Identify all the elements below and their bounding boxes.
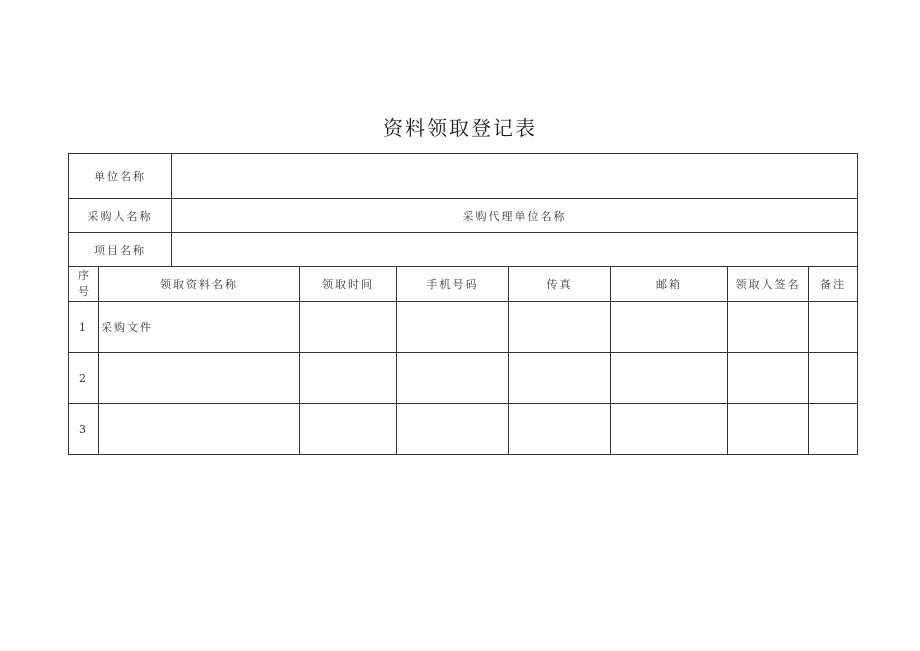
table-row — [69, 302, 858, 353]
row-seq: 3 — [69, 404, 99, 455]
row-phone[interactable] — [397, 302, 509, 353]
unit-name-label: 单位名称 — [69, 154, 172, 199]
row-email[interactable] — [611, 302, 728, 353]
col-email-header: 邮箱 — [611, 267, 728, 302]
table-row — [69, 404, 858, 455]
row-time[interactable] — [300, 353, 397, 404]
registration-form — [68, 153, 857, 455]
row-remark[interactable] — [809, 353, 858, 404]
row-signature[interactable] — [728, 302, 809, 353]
row-fax[interactable] — [509, 302, 611, 353]
col-doc-name-header: 领取资料名称 — [99, 267, 300, 302]
row-fax[interactable] — [509, 353, 611, 404]
unit-name-row — [69, 154, 858, 199]
row-fax[interactable] — [509, 404, 611, 455]
project-row — [69, 233, 858, 267]
table-header-row — [69, 267, 858, 302]
seq-header-text: 序 号 — [78, 269, 89, 298]
row-phone[interactable] — [397, 353, 509, 404]
row-signature[interactable] — [728, 353, 809, 404]
row-signature[interactable] — [728, 404, 809, 455]
row-email[interactable] — [611, 404, 728, 455]
buyer-label: 采购人名称 — [69, 199, 172, 233]
row-seq: 2 — [69, 353, 99, 404]
project-name-label: 项目名称 — [69, 233, 172, 267]
info-table — [68, 153, 858, 267]
agency-label: 采购代理单位名称 — [172, 199, 858, 233]
unit-name-field[interactable] — [172, 154, 858, 199]
record-table — [68, 267, 858, 455]
row-phone[interactable] — [397, 404, 509, 455]
row-remark[interactable] — [809, 302, 858, 353]
col-signature-header: 领取人签名 — [728, 267, 809, 302]
row-seq: 1 — [69, 302, 99, 353]
row-email[interactable] — [611, 353, 728, 404]
col-seq-header — [69, 267, 99, 302]
row-time[interactable] — [300, 404, 397, 455]
row-time[interactable] — [300, 302, 397, 353]
row-remark[interactable] — [809, 404, 858, 455]
row-doc-name[interactable]: 采购文件 — [99, 302, 300, 353]
row-doc-name[interactable] — [99, 404, 300, 455]
project-name-field[interactable] — [172, 233, 858, 267]
row-doc-name[interactable] — [99, 353, 300, 404]
document-title: 资料领取登记表 — [383, 116, 537, 140]
buyer-row — [69, 199, 858, 233]
col-remark-header: 备注 — [809, 267, 858, 302]
col-fax-header: 传真 — [509, 267, 611, 302]
col-time-header: 领取时间 — [300, 267, 397, 302]
col-phone-header: 手机号码 — [397, 267, 509, 302]
table-row — [69, 353, 858, 404]
